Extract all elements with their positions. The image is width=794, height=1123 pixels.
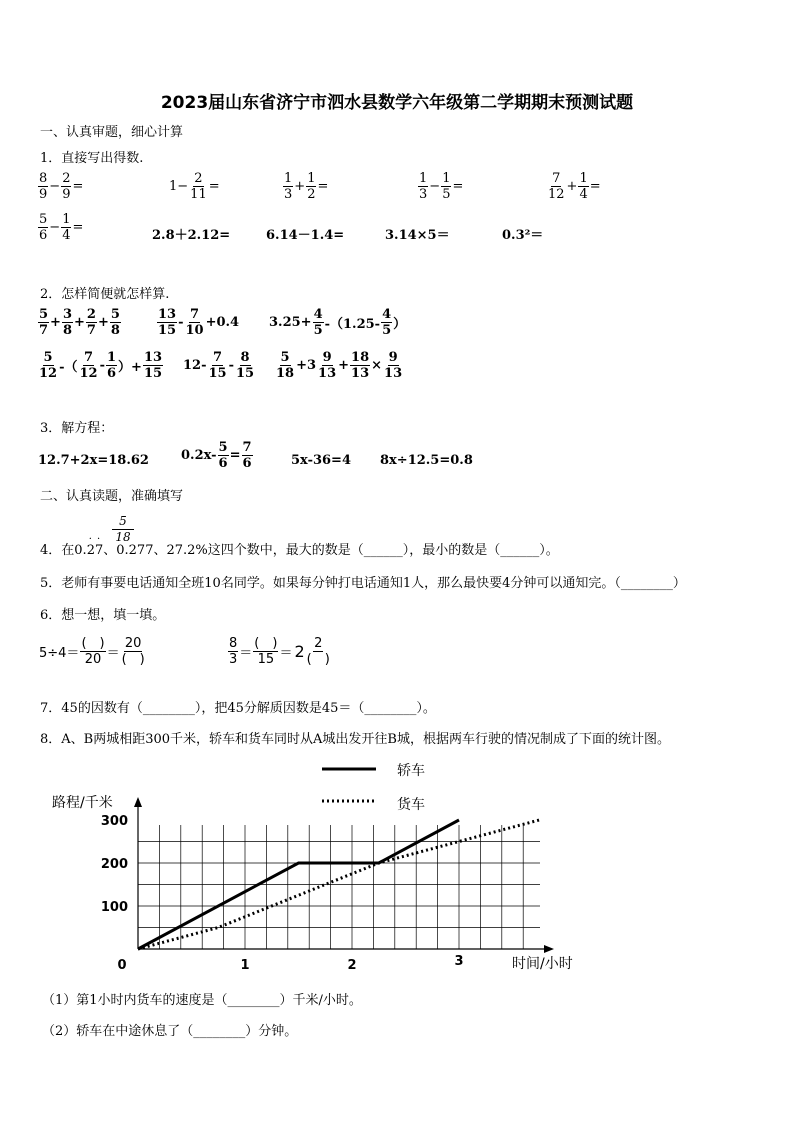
q2-expr-3: 3.25+ $\frac{4}{5}$ -（1.25- $\frac{4}{5}$ ） bbox=[269, 307, 407, 338]
q3-eq-3: 5x-36=4 bbox=[291, 453, 351, 468]
section-heading-2: 二、认真读题，准确填写 bbox=[40, 489, 184, 504]
q2-expr-6: $\frac{5}{18}$ +3 $\frac{9}{13}$ + $\frac{18}{13}$ × $\frac{9}{13}$ bbox=[276, 350, 403, 381]
q6-right-expr: $\frac{8}{3}$ ＝ $\frac{( )}{15}$ ＝ 2 $\frac{2}{( )}$ bbox=[229, 636, 330, 667]
x-axis-arrow bbox=[544, 945, 554, 953]
chart-axes bbox=[134, 797, 554, 953]
fraction: $\frac{7}{12}$ bbox=[548, 171, 565, 202]
x-tick-label: 3 bbox=[454, 954, 464, 969]
fraction: $\frac{1}{5}$ bbox=[442, 171, 451, 202]
fraction: $\frac{1}{4}$ bbox=[579, 171, 588, 202]
page-title: 2023届山东省济宁市泗水县数学六年级第二学期期末预测试题 bbox=[160, 93, 634, 113]
legend-label-car: 轿车 bbox=[397, 763, 425, 779]
fraction: $\frac{1}{3}$ bbox=[419, 171, 428, 202]
chart-grid bbox=[138, 825, 540, 949]
x-tick-label: 2 bbox=[347, 958, 357, 973]
q2-expr-4: $\frac{5}{12}$ -（ $\frac{7}{12}$ - $\frac{1}{6}$ ）+ $\frac{13}{15}$ bbox=[39, 350, 163, 381]
q8-sub-1: （1）第1小时内货车的速度是（________）千米/小时。 bbox=[42, 993, 362, 1008]
legend-label-truck: 货车 bbox=[397, 797, 425, 813]
x-axis-label: 时间/小时 bbox=[512, 956, 573, 972]
q6-left-expr: 5÷4＝ $\frac{( )}{20}$ ＝ $\frac{20}{( )}$ bbox=[39, 636, 145, 667]
q1-item-6: $\frac{5}{6}$ − $\frac{1}{4}$ = bbox=[39, 212, 84, 243]
fraction: $\frac{8}{9}$ bbox=[39, 171, 48, 202]
fraction: $\frac{1}{4}$ bbox=[62, 212, 71, 243]
q1-item-5: $\frac{7}{12}$ + $\frac{1}{4}$ = bbox=[548, 171, 601, 202]
y-tick-label: 200 bbox=[100, 857, 128, 872]
fraction: $\frac{5}{6}$ bbox=[39, 212, 48, 243]
q1-item-3: $\frac{1}{3}$ + $\frac{1}{2}$ = bbox=[284, 171, 329, 202]
q2-label: 2．怎样简便就怎样算. bbox=[40, 287, 170, 302]
q1-item-8: 6.14－1.4= bbox=[266, 228, 345, 243]
q1-item-9: 3.14×5＝ bbox=[385, 228, 450, 243]
distance-time-chart bbox=[40, 755, 600, 980]
q6-label: 6．想一想，填一填。 bbox=[40, 608, 166, 623]
repeating-digit: · 2 bbox=[86, 534, 95, 558]
q2-expr-5: 12- $\frac{7}{15}$ - $\frac{8}{15}$ bbox=[183, 350, 255, 381]
q7-text: 7．45的因数有（________），把45分解质因数是45＝（________）。 bbox=[40, 701, 436, 716]
y-axis-label: 路程/千米 bbox=[52, 795, 113, 811]
x-tick-label: 1 bbox=[240, 958, 250, 973]
q8-sub-2: （2）轿车在中途休息了（________）分钟。 bbox=[42, 1024, 298, 1039]
fraction: $\frac{1}{2}$ bbox=[307, 171, 316, 202]
fraction: $\frac{2}{11}$ bbox=[190, 171, 207, 202]
q1-item-7: 2.8＋2.12= bbox=[152, 228, 231, 243]
q2-expr-2: $\frac{13}{15}$ - $\frac{7}{10}$ +0.4 bbox=[158, 307, 240, 338]
q4-text: 4．在0. · 2 · 7、0.277、27.2%这四个数中，最大的数是（______），最小的数是（______）。 bbox=[40, 534, 559, 558]
q8-text: 8．A、B两城相距300千米，轿车和货车同时从A城出发开往B城，根据两车行驶的情况制成了下面的统计图。 bbox=[40, 732, 670, 747]
repeating-digit: · 7 bbox=[94, 534, 104, 558]
y-tick-label: 100 bbox=[100, 900, 128, 915]
fraction: $\frac{2}{9}$ bbox=[62, 171, 71, 202]
x-tick-label: 0 bbox=[117, 958, 127, 973]
q3-eq-2: 0.2x- $\frac{5}{6}$ = $\frac{7}{6}$ bbox=[181, 440, 252, 471]
q1-item-10: 0.3²＝ bbox=[502, 228, 544, 243]
q1-item-1: $\frac{8}{9}$ − $\frac{2}{9}$ = bbox=[39, 171, 84, 202]
q1-label: 1．直接写出得数. bbox=[40, 151, 144, 166]
fraction: $\frac{1}{3}$ bbox=[284, 171, 293, 202]
q3-eq-1: 12.7+2x=18.62 bbox=[38, 453, 149, 468]
q1-item-4: $\frac{1}{3}$ − $\frac{1}{5}$ = bbox=[419, 171, 464, 202]
q1-item-2: 1− $\frac{2}{11}$ = bbox=[169, 171, 220, 202]
q3-label: 3．解方程： bbox=[40, 421, 114, 436]
y-axis-arrow bbox=[134, 797, 142, 807]
q2-expr-1: $\frac{5}{7}$ + $\frac{3}{8}$ + $\frac{2}{7}$ + $\frac{5}{8}$ bbox=[39, 307, 120, 338]
section-heading-1: 一、认真审题，细心计算 bbox=[40, 125, 184, 140]
y-tick-label: 300 bbox=[100, 814, 128, 829]
q4-fraction: 5 18 bbox=[112, 514, 134, 544]
q3-eq-4: 8x÷12.5=0.8 bbox=[380, 453, 473, 468]
q5-text: 5．老师有事要电话通知全班10名同学。如果每分钟打电话通知1人，那么最快要4分钟可以通知完。（________） bbox=[40, 576, 686, 591]
